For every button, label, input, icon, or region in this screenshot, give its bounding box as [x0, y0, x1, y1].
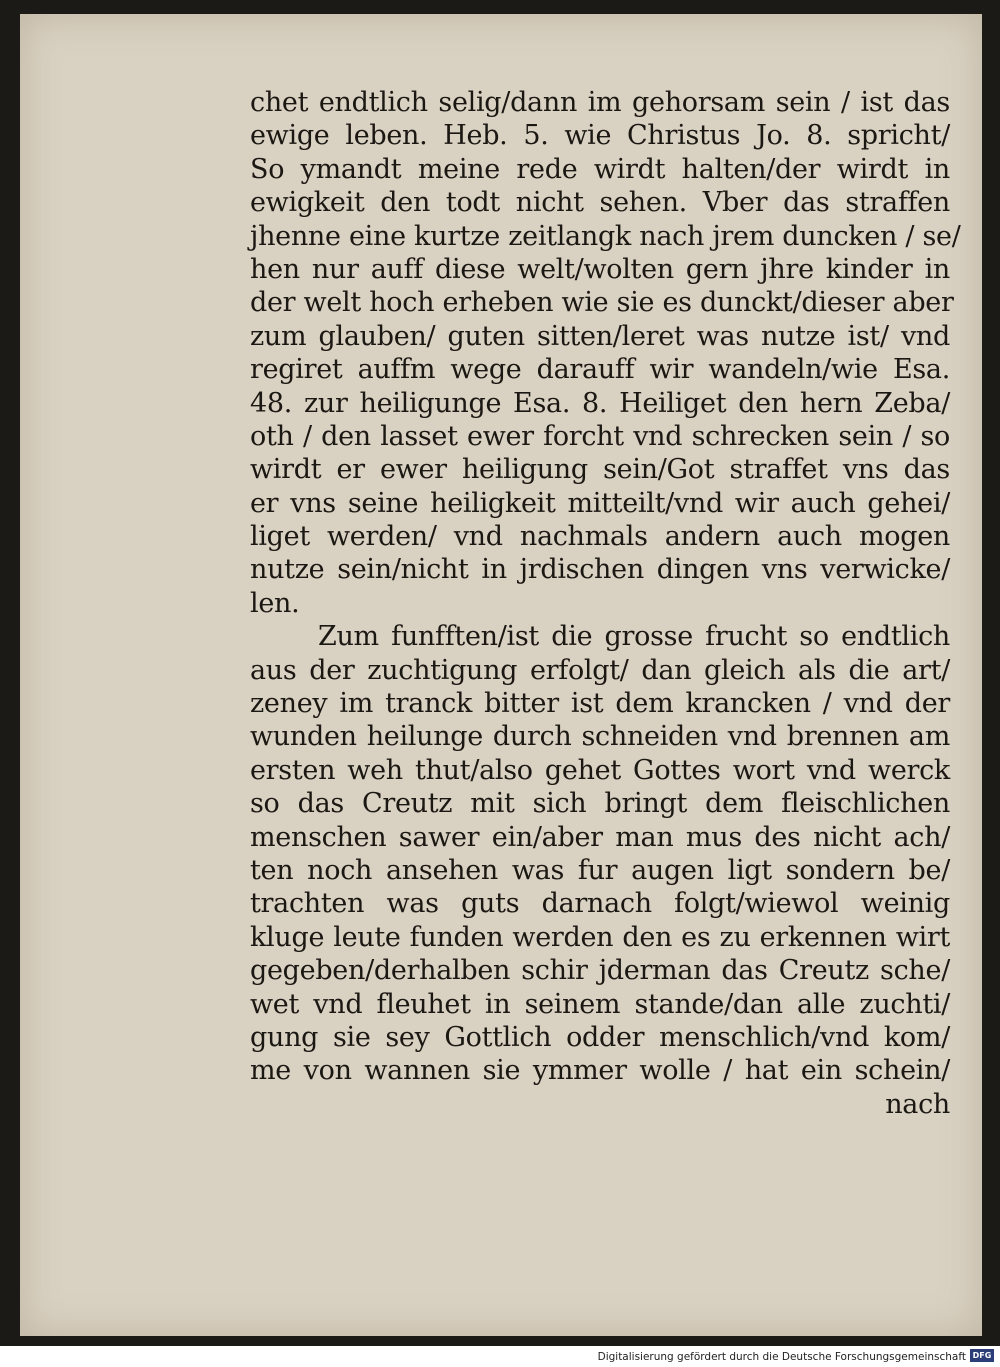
text-line: menschen sawer ein/aber man mus des nicht ach/ — [250, 821, 950, 853]
text-line: chet endtlich selig/dann im gehorsam sein / ist das — [250, 87, 950, 118]
text-line: trachten was guts darnach folgt/wiewol weinig — [250, 888, 950, 920]
footer-bar — [0, 1346, 1000, 1367]
text-line: oth / den lasset ewer forcht vnd schrecken sein / so — [250, 420, 950, 452]
text-line: me von wannen sie ymmer wolle / hat ein schein/ — [250, 1055, 950, 1087]
catchword: nach — [885, 1088, 950, 1120]
text-line: nutze sein/nicht in jrdischen dingen vns verwicke/ — [250, 554, 950, 586]
text-line: hen nur auff diese welt/wolten gern jhre kinder in — [250, 253, 950, 285]
text-line: liget werden/ vnd nachmals andern auch mogen — [250, 521, 950, 553]
text-line: So ymandt meine rede wirdt halten/der wirdt in — [250, 153, 950, 185]
text-line: wirdt er ewer heiligung sein/Got straffet vns das — [250, 454, 950, 486]
text-line: so das Creutz mit sich bringt dem fleischlichen — [250, 788, 950, 820]
text-line: zeney im tranck bitter ist dem krancken / vnd der — [250, 688, 950, 720]
text-line: wet vnd fleuhet in seinem stande/dan alle zuchti/ — [250, 988, 950, 1020]
dfg-logo: DFG — [970, 1349, 994, 1362]
text-line: aus der zuchtigung erfolgt/ dan gleich als die art/ — [250, 654, 950, 686]
text-line: wunden heilunge durch schneiden vnd brennen am — [250, 721, 950, 753]
text-line: ewigkeit den todt nicht sehen. Vber das straffen — [250, 187, 950, 219]
funding-credit: Digitalisierung gefördert durch die Deutsche Forschungsgemeinschaft — [597, 1351, 966, 1363]
text-line: der welt hoch erheben wie sie es dunckt/dieser aber — [250, 287, 954, 319]
text-line: jhenne eine kurtze zeitlangk nach jrem duncken / se/ — [250, 220, 961, 252]
text-line: 48. zur heiligunge Esa. 8. Heiliget den hern Zeba/ — [250, 387, 950, 419]
text-line: ten noch ansehen was fur augen ligt sondern be/ — [250, 854, 950, 886]
text-line: regiret auffm wege darauff wir wandeln/wie Esa. — [250, 354, 950, 386]
text-line: gung sie sey Gottlich odder menschlich/vnd kom/ — [250, 1021, 950, 1053]
text-line: ewige leben. Heb. 5. wie Christus Jo. 8. spricht/ — [250, 120, 950, 152]
text-line: gegeben/derhalben schir jderman das Creutz sche/ — [250, 955, 950, 987]
text-line: kluge leute funden werden den es zu erkennen wirt — [250, 921, 950, 953]
text-line: zum glauben/ guten sitten/leret was nutze ist/ vnd — [250, 320, 950, 352]
page-text — [250, 86, 961, 1121]
paragraph-start-line: Zum funfften/ist die grosse frucht so endtlich — [318, 621, 950, 653]
text-line: er vns seine heiligkeit mitteilt/vnd wir auch gehei/ — [250, 487, 950, 519]
text-line: ersten weh thut/also gehet Gottes wort vnd werck — [250, 754, 950, 786]
text-line: len. — [250, 587, 300, 619]
